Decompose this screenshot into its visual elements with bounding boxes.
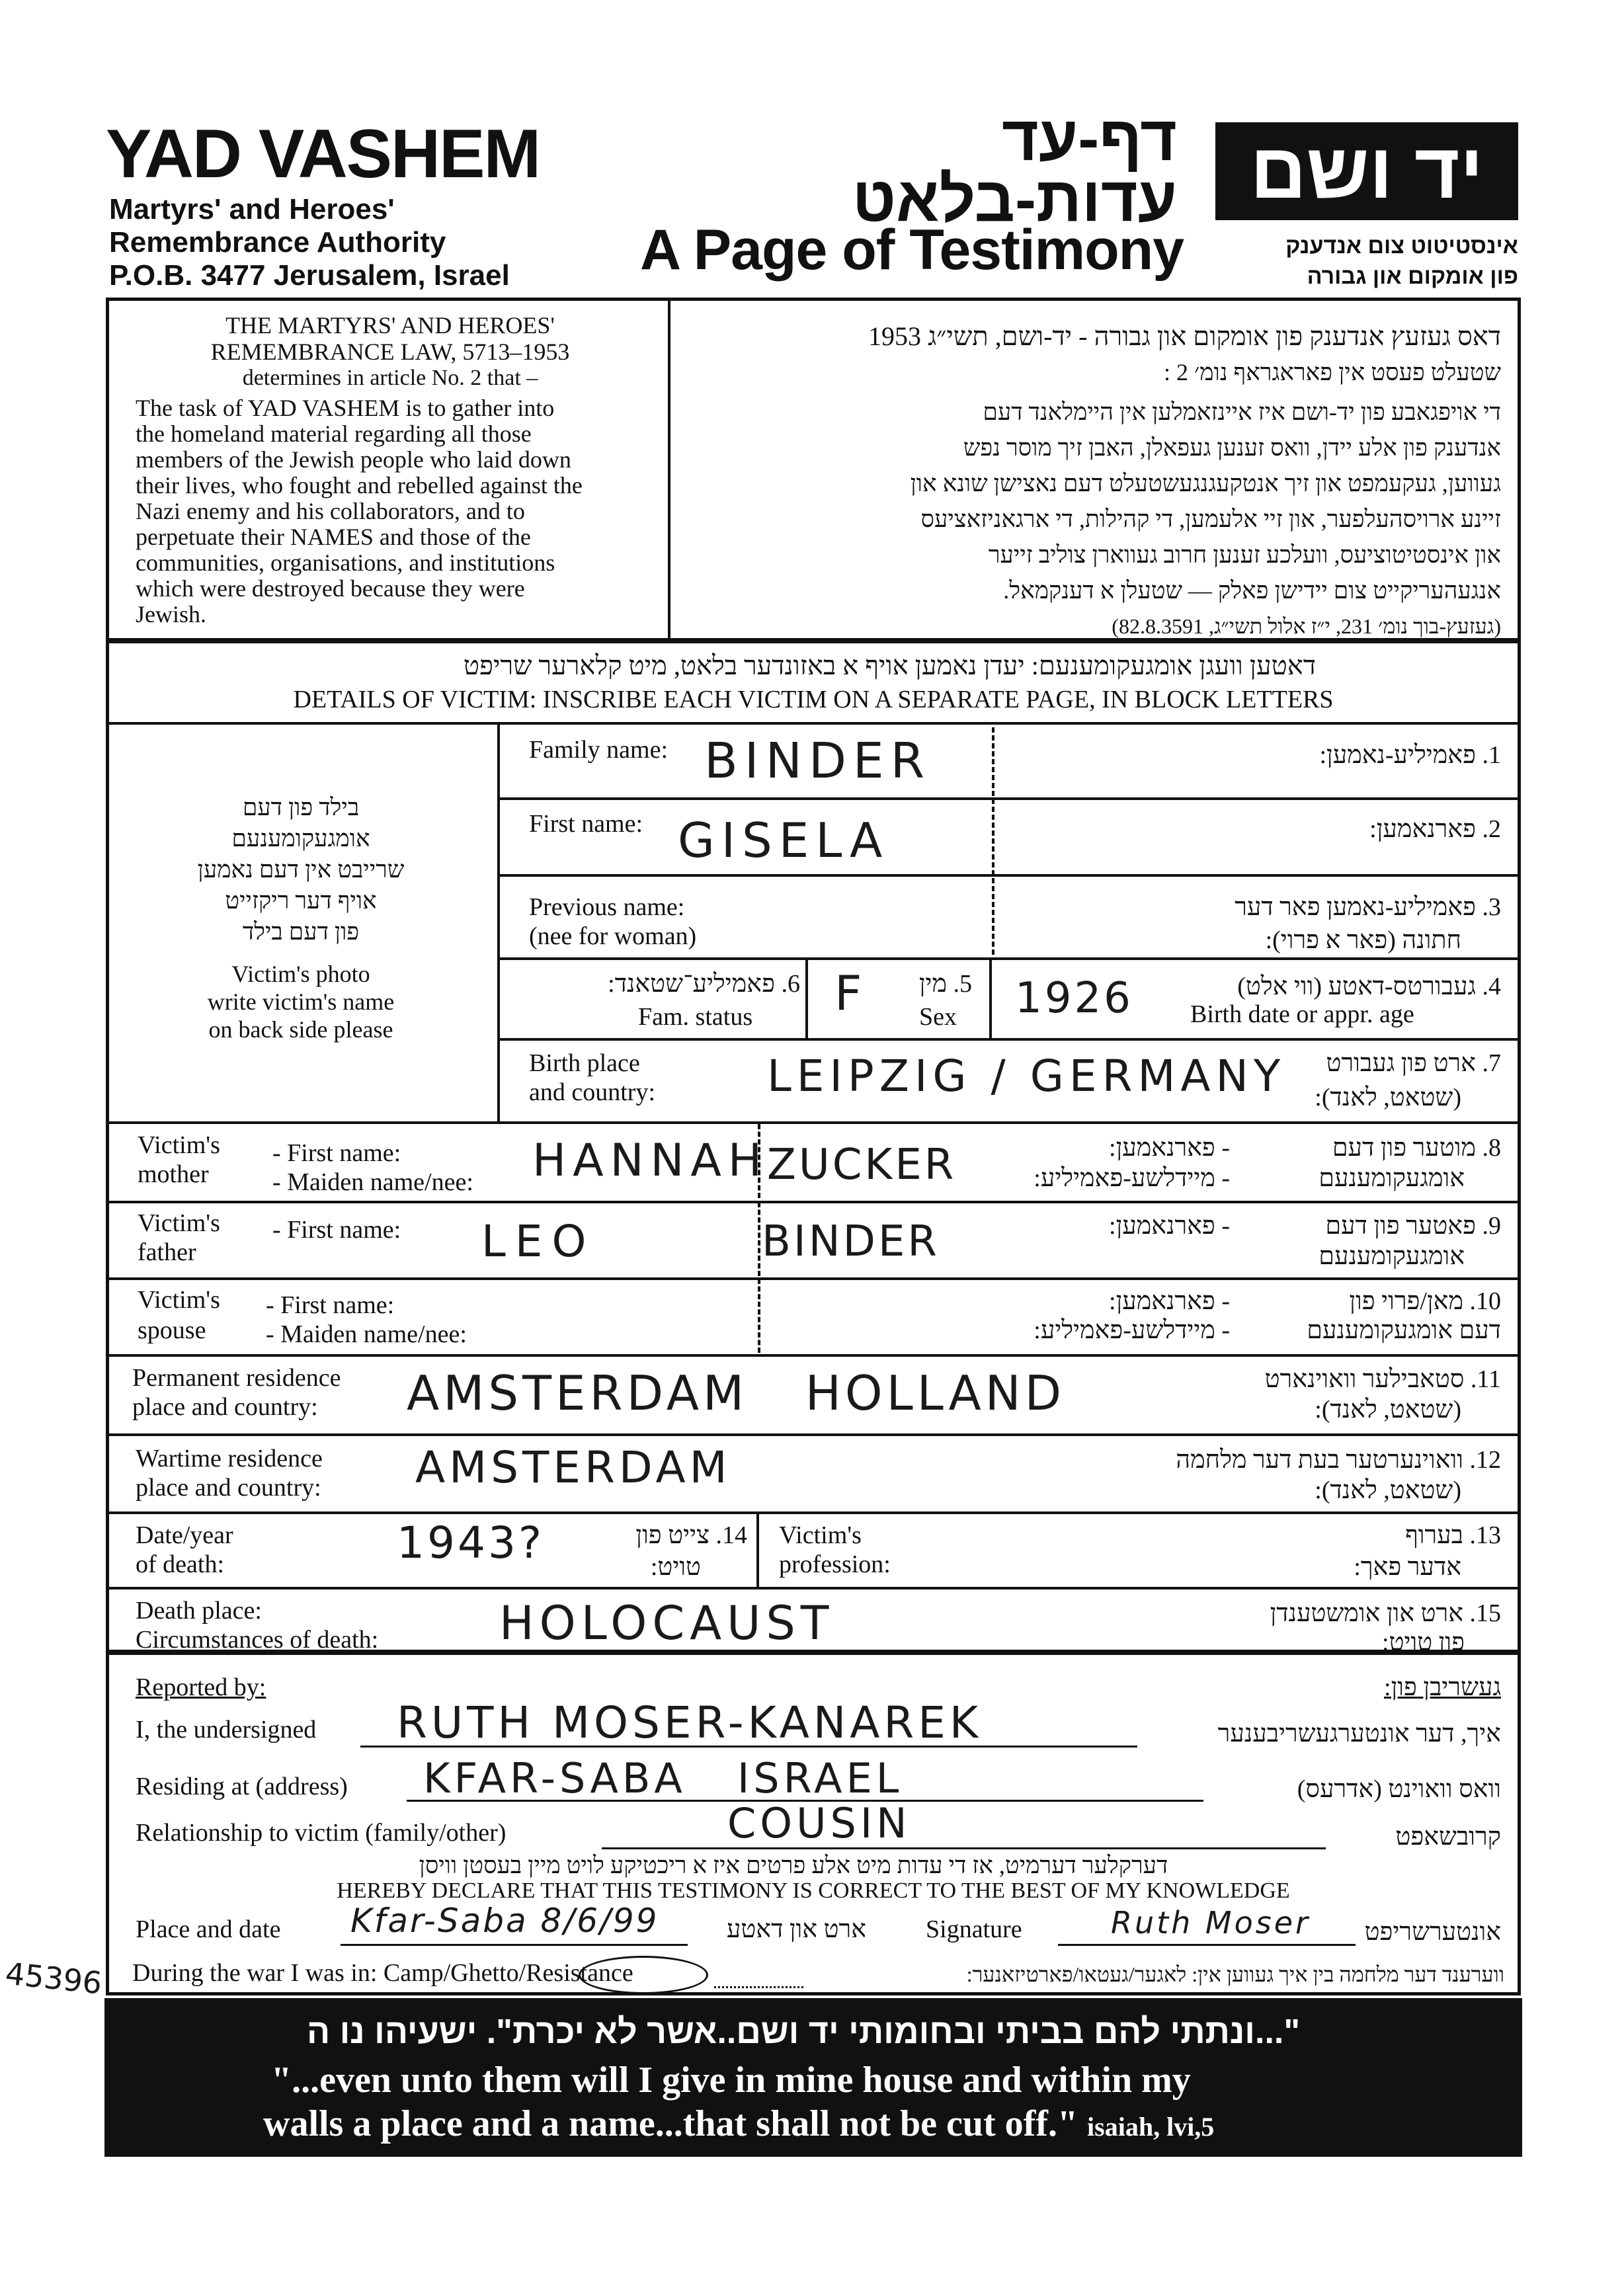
profession-label: Victim's xyxy=(779,1521,862,1549)
previous-name-yiddish-2: חתונה (פאר א פרוי): xyxy=(1265,926,1461,954)
mother-maiden-name-yiddish: - מיידלשע-פאמיליע: xyxy=(1034,1164,1230,1192)
place-date-line xyxy=(341,1944,688,1946)
law-yiddish-line: די אויפגאבע פון יד-ושם איז איינזאמלען אין היימלאנד דעם xyxy=(983,399,1501,425)
column-dash xyxy=(992,727,995,955)
law-divider xyxy=(668,299,670,640)
photo-english-line: write victim's name xyxy=(207,988,395,1015)
row-rule xyxy=(107,1354,1520,1357)
father-first-name-label: - First name: xyxy=(272,1216,401,1244)
resistance-circle xyxy=(579,1956,708,1994)
previous-name-yiddish: 3. פאמיליע-נאמען פאר דער xyxy=(1235,893,1501,921)
mother-label: Victim's xyxy=(138,1131,220,1159)
death-place-value[interactable]: HOLOCAUST xyxy=(499,1596,834,1650)
place-date-label: Place and date xyxy=(136,1915,281,1943)
photo-english-line: on back side please xyxy=(208,1016,393,1043)
row-rule xyxy=(107,1201,1520,1203)
mother-maiden-name-value[interactable]: ZUCKER xyxy=(767,1141,957,1189)
margin-number: 45396 xyxy=(3,1955,104,2001)
signature-value[interactable]: Ruth Moser xyxy=(1111,1905,1311,1941)
relationship-label: Relationship to victim (family/other) xyxy=(136,1819,507,1847)
row-rule xyxy=(107,1121,1520,1124)
place-date-value[interactable]: Kfar-Saba 8/6/99 xyxy=(350,1902,659,1940)
law-title-1: THE MARTYRS' AND HEROES' xyxy=(225,312,555,339)
footer-english-quote-2-text: walls a place and a name...that shall not be cut off." xyxy=(263,2103,1078,2144)
father-first-name-yiddish: - פארנאמען: xyxy=(1109,1212,1230,1240)
reported-by-label: Reported by: xyxy=(136,1673,266,1701)
death-place-label: Death place: xyxy=(136,1597,262,1625)
undersigned-yiddish: איך, דער אונטערגעשריבענער xyxy=(1217,1720,1501,1748)
spouse-first-name-label: - First name: xyxy=(266,1291,395,1319)
relationship-yiddish: קרובשאפט xyxy=(1395,1823,1501,1851)
law-yiddish-line: און אינסטיטוציעס, וועלכע זענען חרוב געווארן צוליב זייער xyxy=(988,542,1501,568)
logo-block: יד ושם xyxy=(1215,122,1518,220)
war-location-label: During the war I was in: Camp/Ghetto/Resistance xyxy=(132,1959,633,1987)
wartime-residence-label: Wartime residence xyxy=(136,1445,323,1472)
place-date-yiddish: ארט און דאטע xyxy=(726,1915,866,1943)
footer-hebrew-quote: "...ונתתי להם בביתי ובחומותי יד ושם..אשר לא יכרת". ישעיהו נו ה xyxy=(306,2013,1300,2051)
birth-date-label: Birth date or appr. age xyxy=(1190,1000,1414,1028)
logo-subtitle-1: אינסטיטוט צום אנדענק xyxy=(1285,233,1518,259)
first-name-value[interactable]: GISELA xyxy=(678,813,889,868)
law-yiddish-line: דאס געזעץ אנדענק פון אומקום און גבורה - יד-ושם, תשי״ג 1953 xyxy=(868,321,1501,351)
father-sublabel: father xyxy=(138,1238,196,1266)
residing-value[interactable]: KFAR-SABA ISRAEL xyxy=(423,1754,903,1802)
law-line: the homeland material regarding all those xyxy=(136,421,532,447)
photo-yiddish-line: אויף דער ריקזייט xyxy=(225,887,377,914)
law-line: Nazi enemy and his collaborators, and to xyxy=(136,498,525,524)
war-location-yiddish: ווערענד דער מלחמה בין איך געווען אין: לאגער/געטאו/פארטיזאנער: xyxy=(966,1962,1504,1986)
wartime-residence-sublabel: place and country: xyxy=(136,1474,321,1502)
spouse-sublabel: spouse xyxy=(138,1316,206,1344)
father-first-name-value[interactable]: LEO xyxy=(481,1216,596,1267)
birth-place-value[interactable]: LEIPZIG / GERMANY xyxy=(767,1051,1286,1102)
father-yiddish-2: אומגעקומענעם xyxy=(1319,1242,1465,1270)
row-rule xyxy=(107,1587,1520,1589)
org-line-1: Martyrs' and Heroes' xyxy=(109,193,395,225)
profession-yiddish: 13. בערוף xyxy=(1405,1521,1501,1549)
details-header-yiddish: דאטען וועגן אומגעקומענעם: יעדן נאמען אויף א באזונדער בלאט, מיט קלארער שריפט xyxy=(463,651,1316,680)
law-yiddish-line: (געזעץ-בוך נומ׳ 231, י״ז אלול תשי״ג, 82.8.3591) xyxy=(1112,614,1501,638)
column-dash xyxy=(758,1124,760,1198)
footer-english-quote-2 xyxy=(263,2103,1214,2148)
first-name-label: First name: xyxy=(529,810,643,838)
mother-maiden-name-label: - Maiden name/nee: xyxy=(272,1168,473,1196)
spouse-first-name-yiddish: - פארנאמען: xyxy=(1109,1287,1230,1315)
mother-first-name-label: - First name: xyxy=(272,1139,401,1167)
law-line: perpetuate their NAMES and those of the xyxy=(136,524,531,550)
photo-english-line: Victim's photo xyxy=(231,961,370,987)
photo-yiddish-line: אומגעקומענעם xyxy=(231,825,370,852)
birth-place-label: Birth place xyxy=(529,1049,640,1077)
father-yiddish: 9. פאטער פון דעם xyxy=(1325,1212,1501,1240)
row-rule xyxy=(499,957,1520,960)
law-yiddish-line: זיינע ארויסהעלפער, און זיי אלעמען, די קהילות, די ארגאניזאציעס xyxy=(920,506,1501,532)
logo-subtitle-2: פון אומקום און גבורה xyxy=(1307,264,1518,289)
sex-value[interactable]: F xyxy=(834,965,869,1021)
law-line: Jewish. xyxy=(136,601,206,627)
law-yiddish-line: אנדענק פון אלע יידן, וואס זענען געפאלן, האבן זיך מוסר נפש xyxy=(963,434,1501,461)
father-label: Victim's xyxy=(138,1209,220,1237)
signature-label: Signature xyxy=(926,1915,1022,1943)
law-text-yiddish xyxy=(688,319,1501,644)
law-line: members of the Jewish people who laid down xyxy=(136,446,571,473)
relationship-value[interactable]: COUSIN xyxy=(727,1799,911,1847)
photo-yiddish-line: שרייבט אין דעם נאמען xyxy=(197,856,405,883)
row-rule xyxy=(107,1433,1520,1436)
death-date-yiddish-2: טויט: xyxy=(650,1553,701,1581)
yiddish-title-1: דף-עד xyxy=(1002,103,1177,174)
reported-by-yiddish: געשריבן פון: xyxy=(1384,1673,1501,1701)
declaration-yiddish: דערקלער דערמיט, אז די עדות מיט אלע פרטים איז א ריכטיקע לויט מיין בעסטן וויסן xyxy=(419,1852,1168,1878)
residing-yiddish: וואס וואוינט (אדרעס) xyxy=(1297,1775,1501,1803)
father-last-name-value[interactable]: BINDER xyxy=(762,1217,940,1266)
footer-citation: isaiah, lvi,5 xyxy=(1087,2112,1215,2142)
spouse-maiden-name-label: - Maiden name/nee: xyxy=(266,1320,467,1348)
previous-name-sublabel: (nee for woman) xyxy=(529,922,697,950)
photo-instructions-yiddish xyxy=(132,792,469,947)
death-date-label: Date/year xyxy=(136,1521,233,1549)
row-rule xyxy=(107,1511,1520,1514)
row-rule xyxy=(499,874,1520,877)
details-header-rule xyxy=(107,722,1520,725)
law-line: The task of YAD VASHEM is to gather into xyxy=(136,395,555,421)
footer-english-quote-1: "...even unto them will I give in mine house and within my xyxy=(271,2060,1191,2101)
law-title-2: REMEMBRANCE LAW, 5713–1953 xyxy=(210,339,570,365)
signature-line xyxy=(1058,1944,1356,1946)
death-place-yiddish: 15. ארט און אומשטענדן xyxy=(1270,1599,1501,1627)
org-line-2: Remembrance Authority xyxy=(109,226,446,259)
wartime-residence-yiddish-2: (שטאט, לאנד): xyxy=(1315,1476,1461,1504)
mother-first-name-yiddish: - פארנאמען: xyxy=(1109,1134,1230,1162)
permanent-residence-yiddish-2: (שטאט, לאנד): xyxy=(1315,1396,1461,1424)
cell-divider xyxy=(756,1513,759,1587)
permanent-residence-label: Permanent residence xyxy=(132,1364,341,1392)
mother-yiddish: 8. מוטער פון דעם xyxy=(1332,1134,1501,1162)
death-place-sublabel: Circumstances of death: xyxy=(136,1626,379,1654)
family-name-yiddish: 1. פאמיליע-נאמען: xyxy=(1319,741,1501,769)
law-line: communities, organisations, and institutions xyxy=(136,549,555,576)
law-title-3: determines in article No. 2 that – xyxy=(242,366,538,390)
spouse-maiden-name-yiddish: - מיידלשע-פאמיליע: xyxy=(1034,1316,1230,1344)
spouse-label: Victim's xyxy=(138,1286,220,1314)
war-location-line xyxy=(714,1986,803,1988)
spouse-yiddish-2: דעם אומגעקומענעם xyxy=(1307,1316,1501,1344)
wartime-residence-value[interactable]: AMSTERDAM xyxy=(415,1442,731,1493)
family-name-value[interactable]: BINDER xyxy=(704,733,932,789)
death-place-yiddish-2: פון טויט: xyxy=(1382,1629,1465,1656)
column-dash xyxy=(758,1202,760,1276)
mother-sublabel: mother xyxy=(138,1160,209,1188)
mother-first-name-value[interactable]: HANNAH xyxy=(532,1135,769,1187)
row-rule xyxy=(499,1038,1520,1041)
residing-label: Residing at (address) xyxy=(136,1773,348,1800)
sex-label: Sex xyxy=(919,1003,957,1031)
birth-place-sublabel: and country: xyxy=(529,1078,656,1106)
org-address: P.O.B. 3477 Jerusalem, Israel xyxy=(109,259,510,292)
law-line: their lives, who fought and rebelled against the xyxy=(136,472,583,499)
first-name-yiddish: 2. פארנאמען: xyxy=(1369,815,1501,843)
spouse-yiddish: 10. מאן/פרוי פון xyxy=(1349,1287,1501,1315)
photo-yiddish-line: בילד פון דעם xyxy=(242,794,360,821)
family-name-label: Family name: xyxy=(529,736,669,764)
permanent-residence-yiddish: 11. סטאבילער וואוינארט xyxy=(1264,1365,1501,1393)
mother-yiddish-2: אומגעקומענעם xyxy=(1319,1164,1465,1192)
declaration-english: HEREBY DECLARE THAT THIS TESTIMONY IS CORRECT TO THE BEST OF MY KNOWLEDGE xyxy=(337,1878,1290,1903)
sex-yiddish: 5. מין xyxy=(918,970,972,998)
birth-place-yiddish: 7. ארט פון געבורט xyxy=(1326,1049,1501,1077)
yiddish-title-2: עדות-בלאט xyxy=(852,164,1177,235)
undersigned-label: I, the undersigned xyxy=(136,1716,317,1744)
row-rule xyxy=(107,1277,1520,1280)
org-title: YAD VASHEM xyxy=(106,116,540,192)
previous-name-label: Previous name: xyxy=(529,893,685,921)
cell-divider xyxy=(989,959,992,1038)
undersigned-value[interactable]: RUTH MOSER-KANAREK xyxy=(397,1697,983,1748)
law-yiddish-line: שטעלט פעסט אין פאראגראף נומ׳ 2 : xyxy=(1163,359,1501,385)
fam-status-label: Fam. status xyxy=(638,1003,753,1031)
fam-status-yiddish: 6. פאמיליע־שטאנד: xyxy=(608,970,800,998)
law-yiddish-line: געווען, געקעמפט און זיך אנטקעגנגעשטעלט דעם נאצישן שונא און xyxy=(910,470,1501,497)
page-title: A Page of Testimony xyxy=(640,218,1184,282)
profession-sublabel: profession: xyxy=(779,1550,891,1578)
wartime-residence-yiddish: 12. וואוינערטער בעת דער מלחמה xyxy=(1176,1446,1501,1474)
photo-yiddish-line: פון דעם בילד xyxy=(242,918,360,945)
permanent-residence-sublabel: place and country: xyxy=(132,1393,318,1421)
birth-date-value[interactable]: 1926 xyxy=(1015,974,1133,1023)
relationship-line xyxy=(602,1847,1326,1849)
photo-instructions-english xyxy=(132,960,469,1043)
law-line: which were destroyed because they were xyxy=(136,575,525,602)
details-header-english: DETAILS OF VICTIM: INSCRIBE EACH VICTIM ON A SEPARATE PAGE, IN BLOCK LETTERS xyxy=(293,686,1334,713)
signature-yiddish: אונטערשריפט xyxy=(1364,1918,1501,1946)
row-rule xyxy=(499,797,1520,800)
profession-yiddish-2: אדער פאך: xyxy=(1354,1553,1461,1581)
death-date-sublabel: of death: xyxy=(136,1550,225,1578)
birth-place-yiddish-2: (שטאט, לאנד): xyxy=(1315,1084,1461,1111)
law-yiddish-line: אנגעהעריקייט צום יידישן פאלק — שטעלן א דענקמאל. xyxy=(1003,577,1501,604)
column-dash xyxy=(758,1279,760,1353)
birth-date-yiddish: 4. געבורטס-דאטע (ווי אלט) xyxy=(1237,973,1501,1000)
cell-divider xyxy=(805,959,808,1038)
permanent-residence-value[interactable]: AMSTERDAM HOLLAND xyxy=(407,1365,1066,1421)
death-date-value[interactable]: 1943? xyxy=(397,1517,544,1568)
law-text xyxy=(136,395,661,627)
death-date-yiddish: 14. צייט פון xyxy=(635,1521,747,1549)
photo-divider xyxy=(497,723,500,1123)
